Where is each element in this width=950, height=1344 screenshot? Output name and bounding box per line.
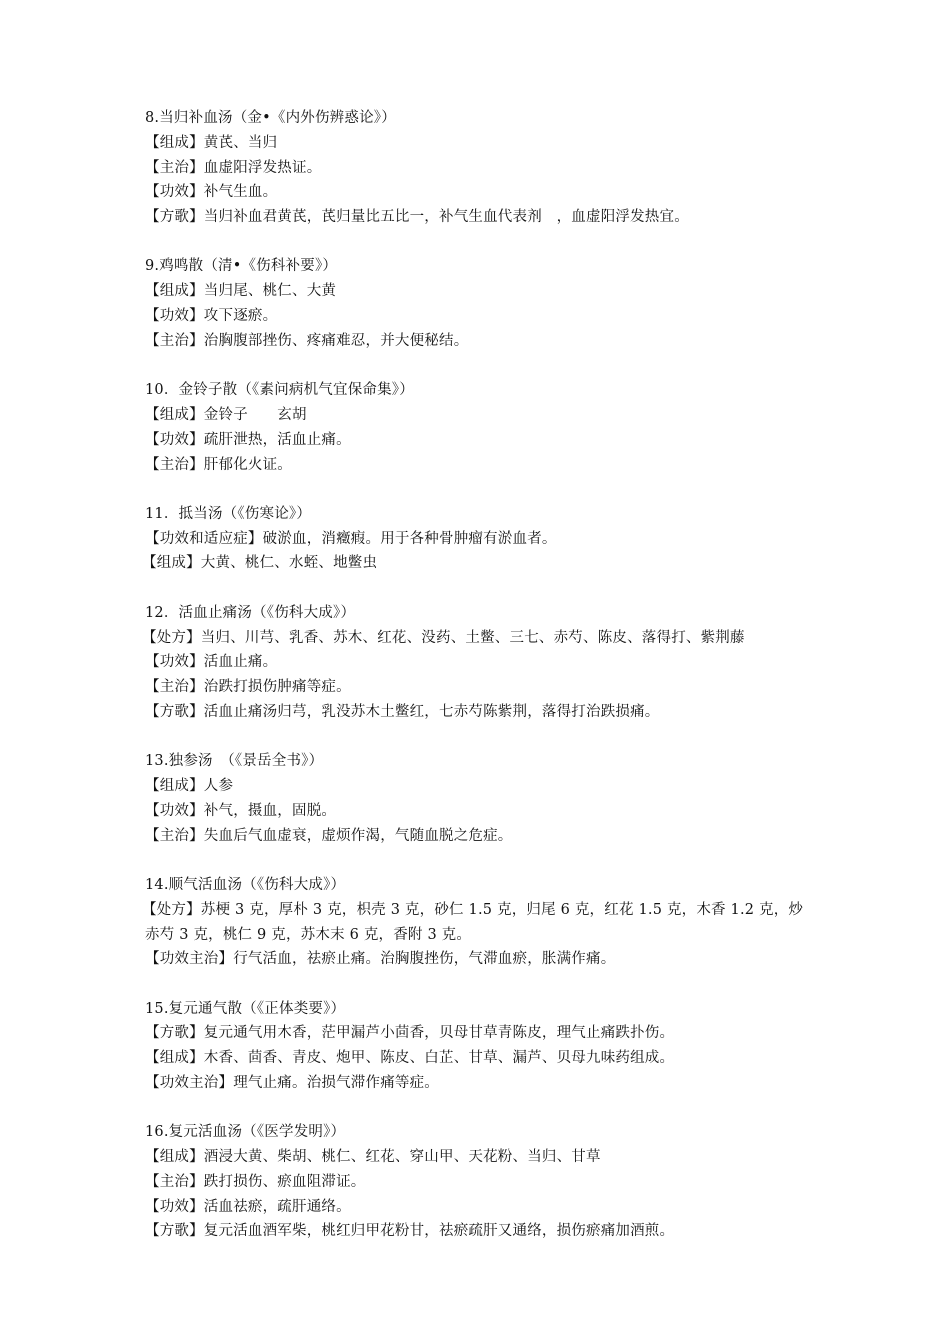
entry-line: 【主治】跌打损伤、瘀血阻滞证。: [145, 1173, 366, 1190]
entry-line: 【主治】治胸腹部挫伤、疼痛难忍，并大便秘结。: [145, 332, 469, 349]
entry-title: 11．抵当汤（《伤寒论》）: [145, 505, 312, 522]
entry-12: [142, 601, 845, 725]
entry-14: [142, 873, 845, 972]
entry-title: 10．金铃子散（《素问病机气宜保命集》）: [145, 382, 414, 399]
entry-line: 【组成】人参: [145, 778, 234, 795]
entry-line: 【功效】攻下逐瘀。: [145, 308, 278, 325]
entry-line: 【功效】活血止痛。: [145, 654, 278, 671]
entry-title: 8.当归补血汤（金•《内外伤辨惑论》）: [145, 110, 396, 126]
entry-line: 【组成】当归尾、桃仁、大黄: [145, 283, 337, 300]
entry-line: 【功效】活血祛瘀，疏肝通络。: [145, 1198, 351, 1215]
entry-line: 赤芍 3 克，桃仁 9 克，苏木末 6 克，香附 3 克。: [145, 926, 472, 943]
entry-title: 12．活血止痛汤（《伤科大成》）: [145, 604, 356, 621]
entry-line: 【功效】疏肝泄热，活血止痛。: [145, 431, 351, 448]
entry-16: [145, 1120, 845, 1244]
entry-13: [145, 749, 845, 848]
entry-line: 【组成】酒浸大黄、柴胡、桃仁、红花、穿山甲、天花粉、当归、甘草: [145, 1149, 601, 1166]
entry-line: 【组成】金铃子 玄胡: [145, 406, 307, 423]
entry-line: 【主治】治跌打损伤肿痛等症。: [145, 679, 351, 696]
entry-11: [142, 502, 845, 576]
entry-line: 【主治】血虚阳浮发热证。: [145, 159, 322, 176]
entry-line: 【组成】大黄、桃仁、水蛭、地鳖虫: [142, 555, 378, 572]
entry-line: 【功效和适应症】破淤血，消癥瘕。用于各种骨肿瘤有淤血者。: [145, 530, 557, 547]
document-page: [142, 106, 845, 1269]
entry-15: [145, 997, 845, 1096]
entry-10: [145, 378, 845, 477]
entry-line: 【功效主治】理气止痛。治损气滞作痛等症。: [145, 1075, 439, 1091]
entry-title: 9.鸡鸣散（清•《伤科补要》）: [145, 258, 338, 275]
entry-line: 【方歌】复元活血酒军柴，桃红归甲花粉甘，祛瘀疏肝又通络，损伤瘀痛加酒煎。: [145, 1223, 675, 1240]
entry-line: 【方歌】当归补血君黄芪，芪归量比五比一，补气生血代表剂 ，血虚阳浮发热宜。: [145, 209, 689, 226]
entry-line: 【组成】黄芪、当归: [145, 134, 278, 151]
entry-line: 【主治】肝郁化火证。: [145, 456, 292, 473]
entry-title: 15.复元通气散（《正体类要》）: [145, 1000, 346, 1017]
entry-9: [145, 254, 845, 353]
entry-title: 13.独参汤 （《景岳全书》）: [145, 753, 324, 770]
entry-line: 【功效】补气，摄血，固脱。: [145, 802, 337, 819]
entry-title: 16.复元活血汤（《医学发明》）: [145, 1124, 346, 1141]
entry-title: 14.顺气活血汤（《伤科大成》）: [145, 876, 346, 893]
entry-line: 【功效】补气生血。: [145, 184, 278, 201]
entry-line: 【方歌】复元通气用木香，茫甲漏芦小茴香，贝母甘草青陈皮，理气止痛跌扑伤。: [145, 1025, 675, 1042]
entry-line: 【主治】失血后气血虚衰，虚烦作渴，气随血脱之危症。: [145, 827, 513, 844]
entry-line: 【处方】苏梗 3 克，厚朴 3 克，枳壳 3 克，砂仁 1.5 克，归尾 6 克，红花 1.5 克，木香 1.2 克，炒: [142, 901, 804, 918]
entry-line: 【处方】当归、川芎、乳香、苏木、红花、没药、土鳖、三七、赤芍、陈皮、落得打、紫荆藤: [142, 629, 745, 646]
entry-line: 【组成】木香、茴香、青皮、炮甲、陈皮、白芷、甘草、漏芦、贝母九味药组成。: [145, 1050, 675, 1067]
entry-line: 【方歌】活血止痛汤归芎，乳没苏木土鳖红，七赤芍陈紫荆，落得打治跌损痛。: [145, 703, 660, 720]
entry-8: [145, 106, 845, 230]
entry-line: 【功效主治】行气活血，祛瘀止痛。治胸腹挫伤，气滞血瘀，胀满作痛。: [145, 951, 616, 968]
